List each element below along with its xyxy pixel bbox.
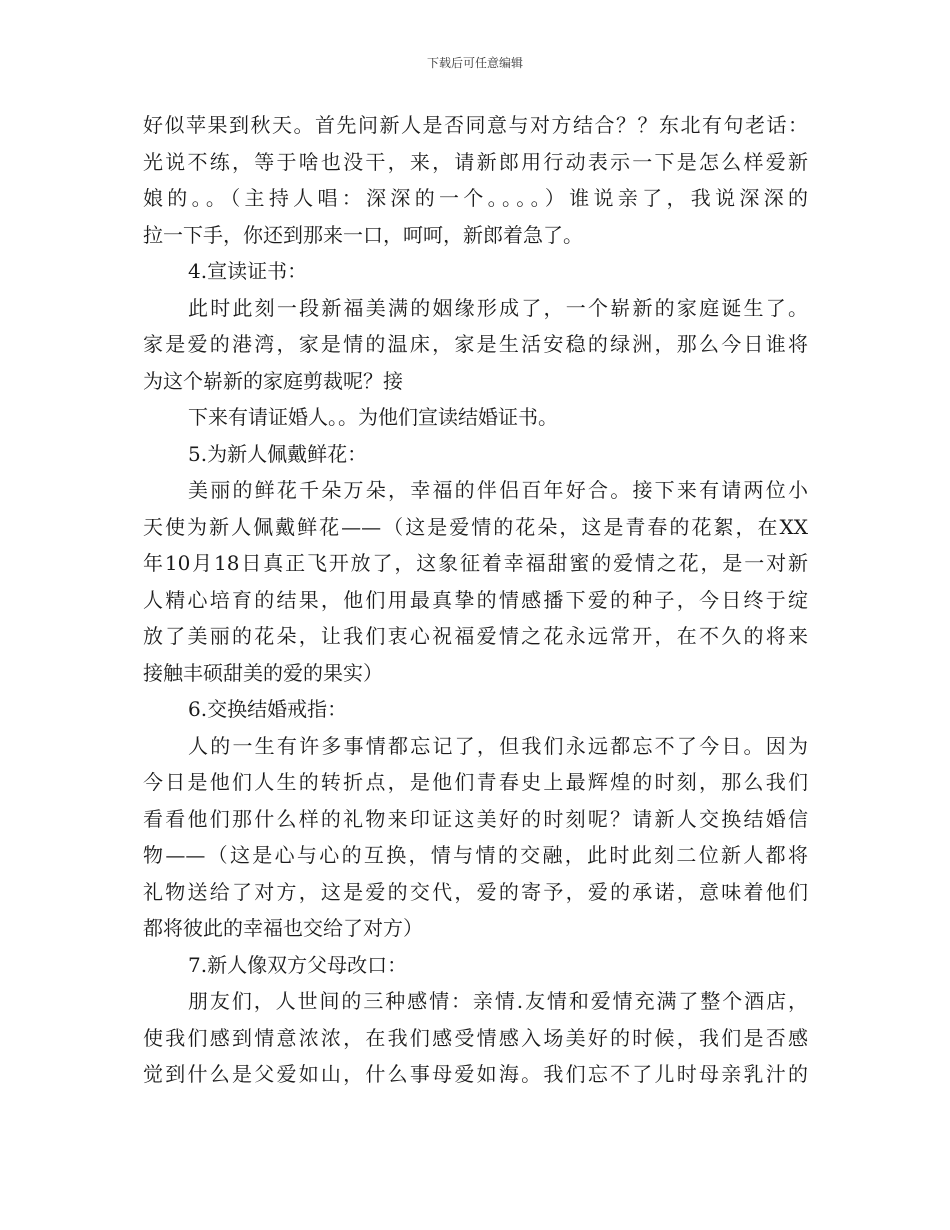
text-line: 6.交换结婚戒指： bbox=[188, 697, 348, 721]
document-body bbox=[143, 107, 808, 1093]
text-line: 娘的。。（主持人唱：深深的一个。。。。）谁说亲了，我说深深的 bbox=[143, 186, 808, 210]
text-line: 此时此刻一段新福美满的姻缘形成了，一个崭新的家庭诞生了。 bbox=[188, 295, 808, 320]
text-line: 7.新人像双方父母改口： bbox=[188, 952, 408, 977]
text-line: 好似苹果到秋天。首先问新人是否同意与对方结合？？东北有句老话： bbox=[143, 113, 808, 137]
text-line: 礼物送给了对方，这是爱的交代，爱的寄予，爱的承诺，意味着他们 bbox=[143, 879, 808, 904]
text-line: 光说不练，等于啥也没干，来，请新郎用行动表示一下是怎么样爱新 bbox=[143, 149, 808, 174]
text-line: 下来有请证婚人。。为他们宣读结婚证书。 bbox=[188, 405, 558, 429]
text-line: 为这个崭新的家庭剪裁呢？接 bbox=[143, 368, 403, 393]
text-line: 物——（这是心与心的互换，情与情的交融，此时此刻二位新人都将 bbox=[143, 843, 808, 867]
text-line: 年10月18日真正飞开放了，这象征着幸福甜蜜的爱情之花，是一对新 bbox=[143, 551, 808, 575]
text-line: 都将彼此的幸福也交给了对方） bbox=[143, 916, 423, 940]
text-line: 天使为新人佩戴鲜花——（这是爱情的花朵，这是青春的花絮，在XX bbox=[143, 514, 808, 539]
text-line: 今日是他们人生的转折点，是他们青春史上最辉煌的时刻，那么我们 bbox=[143, 770, 808, 794]
text-line: 人精心培育的结果，他们用最真挚的情感播下爱的种子，今日终于绽 bbox=[143, 587, 808, 612]
text-line: 朋友们，人世间的三种感情：亲情.友情和爱情充满了整个酒店， bbox=[188, 989, 808, 1013]
text-line: 看看他们那什么样的礼物来印证这美好的时刻呢？请新人交换结婚信 bbox=[143, 806, 808, 831]
page-header: 下载后可任意编辑 bbox=[426, 56, 523, 70]
text-line: 使我们感到情意浓浓，在我们感受情感入场美好的时候，我们是否感 bbox=[143, 1025, 808, 1050]
text-line: 拉一下手，你还到那来一口，呵呵，新郎着急了。 bbox=[143, 222, 583, 247]
text-line: 家是爱的港湾，家是情的温床，家是生活安稳的绿洲，那么今日谁将 bbox=[143, 332, 808, 356]
text-line: 5.为新人佩戴鲜花： bbox=[188, 441, 368, 466]
text-line: 美丽的鲜花千朵万朵，幸福的伴侣百年好合。接下来有请两位小 bbox=[188, 478, 808, 502]
text-line: 人的一生有许多事情都忘记了，但我们永远都忘不了今日。因为 bbox=[188, 733, 808, 758]
text-line: 接触丰硕甜美的爱的果实） bbox=[143, 660, 383, 685]
text-line: 觉到什么是父爱如山，什么事母爱如海。我们忘不了儿时母亲乳汁的 bbox=[143, 1062, 808, 1086]
text-line: 4.宣读证书： bbox=[188, 259, 308, 283]
text-line: 放了美丽的花朵，让我们衷心祝福爱情之花永远常开，在不久的将来 bbox=[143, 624, 808, 648]
